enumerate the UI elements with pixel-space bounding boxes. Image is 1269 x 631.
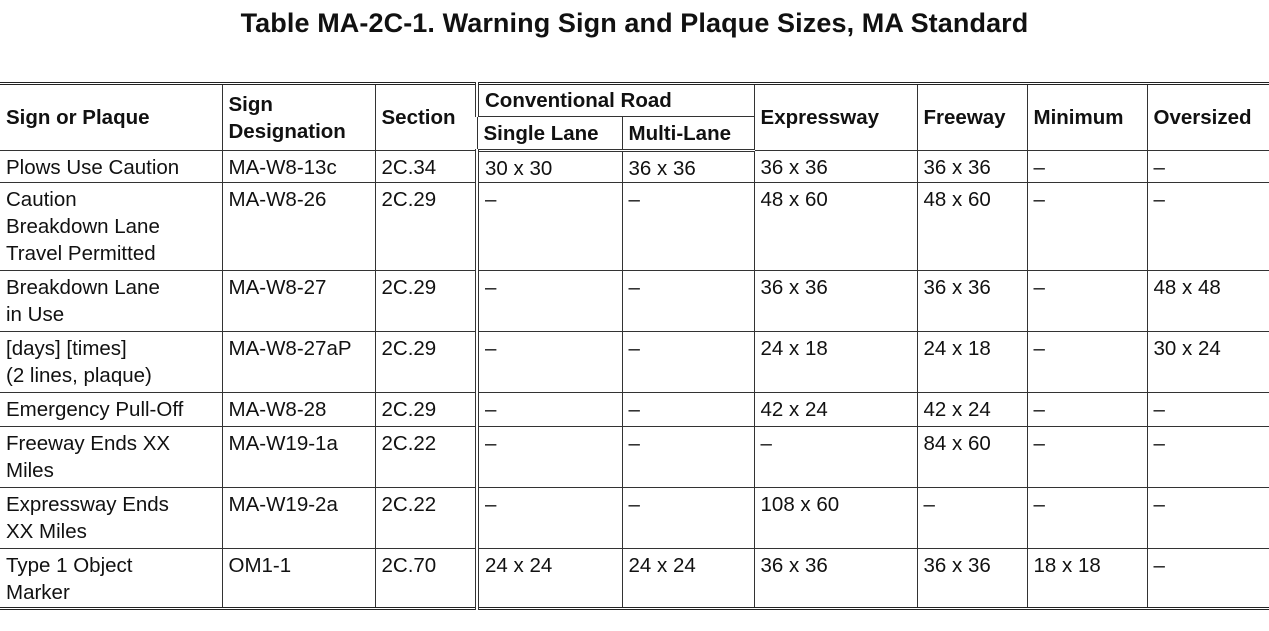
header-sign-designation-line1: Sign: [228, 92, 273, 116]
cell-freeway: 48 x 60: [917, 183, 1027, 271]
table-row: [0, 427, 1269, 488]
cell-designation: MA-W8-27: [222, 271, 375, 332]
table-row: [0, 151, 1269, 183]
table-row: [0, 549, 1269, 609]
cell-sign-or-plaque: [0, 427, 222, 488]
cell-freeway: 36 x 36: [917, 151, 1027, 183]
cell-minimum: –: [1027, 271, 1147, 332]
cell-minimum: –: [1027, 488, 1147, 549]
cell-section: 2C.29: [375, 332, 477, 393]
cell-oversized: 48 x 48: [1147, 271, 1269, 332]
sign-name-line: (2 lines, plaque): [6, 364, 152, 387]
cell-minimum: –: [1027, 332, 1147, 393]
table-title: Table MA-2C-1. Warning Sign and Plaque Sizes, MA Standard: [240, 8, 1029, 38]
header-freeway: Freeway: [917, 84, 1027, 151]
cell-designation: MA-W19-1a: [222, 427, 375, 488]
cell-section: 2C.22: [375, 427, 477, 488]
cell-freeway: 36 x 36: [917, 271, 1027, 332]
sign-name-line: [days] [times]: [6, 337, 127, 360]
cell-section: 2C.70: [375, 549, 477, 609]
sign-name-line: Marker: [6, 581, 70, 604]
cell-section: 2C.29: [375, 393, 477, 427]
cell-freeway: 24 x 18: [917, 332, 1027, 393]
cell-freeway: 84 x 60: [917, 427, 1027, 488]
sign-name-line: Expressway Ends: [6, 493, 169, 516]
cell-oversized: –: [1147, 393, 1269, 427]
cell-section: 2C.29: [375, 183, 477, 271]
header-minimum: Minimum: [1027, 84, 1147, 151]
sign-name-line: in Use: [6, 303, 65, 326]
header-single-lane: Single Lane: [477, 117, 622, 151]
cell-multi-lane: –: [622, 332, 754, 393]
cell-minimum: –: [1027, 427, 1147, 488]
cell-sign-or-plaque: [0, 151, 222, 183]
table-row: [0, 393, 1269, 427]
table-row: [0, 332, 1269, 393]
cell-sign-or-plaque: [0, 183, 222, 271]
sign-name-line: Breakdown Lane: [6, 276, 160, 299]
header-sign-or-plaque: Sign or Plaque: [0, 84, 222, 151]
header-conventional-road: Conventional Road: [477, 84, 754, 117]
cell-section: 2C.34: [375, 151, 477, 183]
cell-expressway: 36 x 36: [754, 271, 917, 332]
sign-name-line: Plows Use Caution: [6, 156, 180, 179]
cell-oversized: –: [1147, 183, 1269, 271]
cell-single-lane: –: [477, 271, 622, 332]
cell-expressway: 108 x 60: [754, 488, 917, 549]
sign-name-line: Travel Permitted: [6, 242, 156, 265]
cell-section: 2C.29: [375, 271, 477, 332]
cell-single-lane: –: [477, 332, 622, 393]
cell-designation: MA-W19-2a: [222, 488, 375, 549]
header-sign-designation-line2: Designation: [228, 119, 346, 143]
table-row: [0, 271, 1269, 332]
cell-freeway: –: [917, 488, 1027, 549]
cell-single-lane: –: [477, 488, 622, 549]
cell-expressway: 48 x 60: [754, 183, 917, 271]
header-sign-designation: [222, 84, 375, 151]
sign-name-line: Freeway Ends XX: [6, 432, 171, 455]
sign-name-line: Caution: [6, 188, 77, 211]
cell-multi-lane: –: [622, 488, 754, 549]
cell-designation: MA-W8-13c: [222, 151, 375, 183]
cell-minimum: –: [1027, 151, 1147, 183]
cell-single-lane: –: [477, 393, 622, 427]
header-oversized: Oversized: [1147, 84, 1269, 151]
sign-sizes-table: [0, 82, 1269, 610]
cell-freeway: 42 x 24: [917, 393, 1027, 427]
cell-oversized: 30 x 24: [1147, 332, 1269, 393]
cell-section: 2C.22: [375, 488, 477, 549]
cell-expressway: 42 x 24: [754, 393, 917, 427]
cell-oversized: –: [1147, 151, 1269, 183]
cell-minimum: –: [1027, 183, 1147, 271]
cell-sign-or-plaque: [0, 488, 222, 549]
sign-name-line: Miles: [6, 459, 54, 482]
cell-designation: OM1-1: [222, 549, 375, 609]
cell-designation: MA-W8-26: [222, 183, 375, 271]
sign-name-line: XX Miles: [6, 520, 87, 543]
header-section: Section: [375, 84, 477, 151]
cell-single-lane: –: [477, 427, 622, 488]
cell-multi-lane: 36 x 36: [622, 151, 754, 183]
cell-single-lane: –: [477, 183, 622, 271]
sign-name-line: Type 1 Object: [6, 554, 133, 577]
cell-multi-lane: –: [622, 427, 754, 488]
cell-multi-lane: 24 x 24: [622, 549, 754, 609]
cell-designation: MA-W8-28: [222, 393, 375, 427]
cell-expressway: –: [754, 427, 917, 488]
header-multi-lane: Multi-Lane: [622, 117, 754, 151]
cell-multi-lane: –: [622, 271, 754, 332]
cell-single-lane: 24 x 24: [477, 549, 622, 609]
cell-expressway: 36 x 36: [754, 549, 917, 609]
cell-expressway: 36 x 36: [754, 151, 917, 183]
cell-single-lane: 30 x 30: [477, 151, 622, 183]
cell-minimum: –: [1027, 393, 1147, 427]
cell-expressway: 24 x 18: [754, 332, 917, 393]
cell-designation: MA-W8-27aP: [222, 332, 375, 393]
cell-sign-or-plaque: [0, 393, 222, 427]
sign-name-line: Breakdown Lane: [6, 215, 160, 238]
cell-oversized: –: [1147, 488, 1269, 549]
cell-multi-lane: –: [622, 393, 754, 427]
table-row: [0, 183, 1269, 271]
cell-sign-or-plaque: [0, 271, 222, 332]
cell-multi-lane: –: [622, 183, 754, 271]
cell-sign-or-plaque: [0, 549, 222, 609]
cell-freeway: 36 x 36: [917, 549, 1027, 609]
cell-oversized: –: [1147, 549, 1269, 609]
cell-sign-or-plaque: [0, 332, 222, 393]
table-row: [0, 488, 1269, 549]
sign-name-line: Emergency Pull-Off: [6, 398, 184, 421]
cell-oversized: –: [1147, 427, 1269, 488]
cell-minimum: 18 x 18: [1027, 549, 1147, 609]
header-expressway: Expressway: [754, 84, 917, 151]
